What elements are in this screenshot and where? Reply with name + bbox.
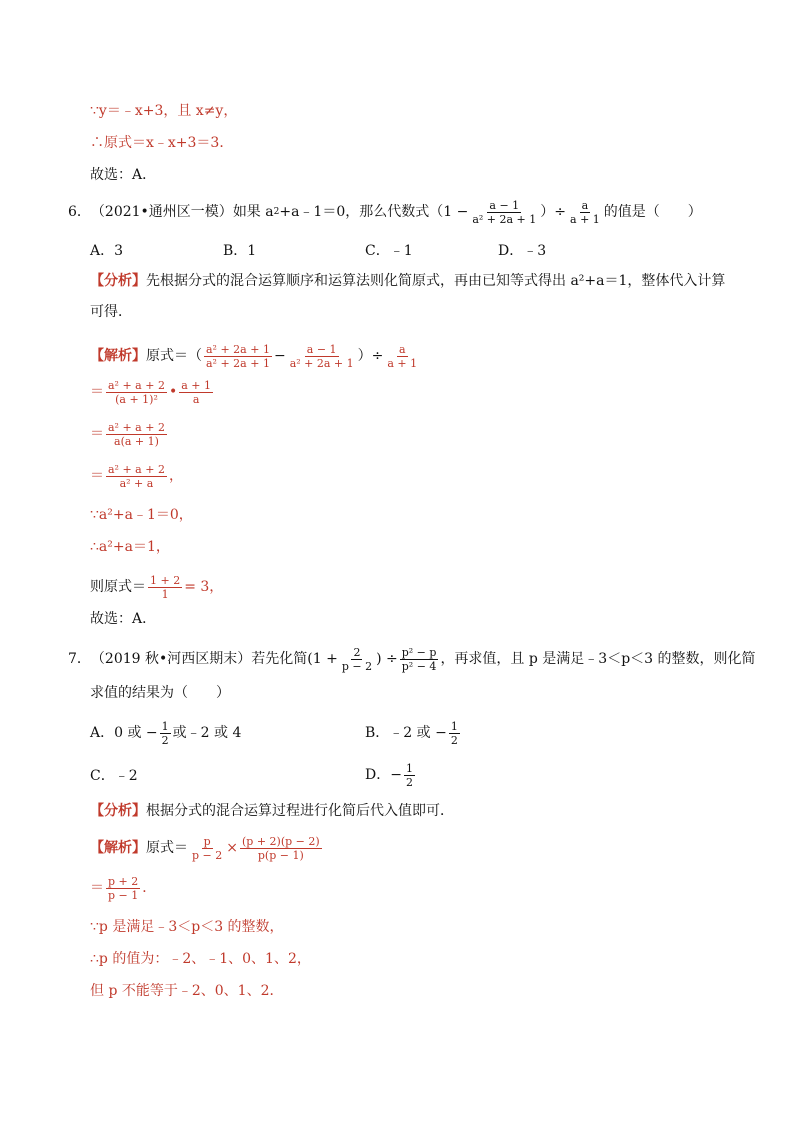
q6-answer: 故选：A． xyxy=(90,611,157,627)
q6-option-a[interactable]: A．3 xyxy=(90,243,124,259)
prev-answer: 故选：A． xyxy=(90,167,157,183)
q6-then-line: 则原式＝ $\frac{1 + 2}{1}$ = 3， xyxy=(90,573,224,601)
q7-stem: 7． （2019 秋•河西区期末） 若先化简(1 + $\frac{2}{p - 2}$ ) ÷ $\frac{\text{p² − p}}{\text{p² − 4}}$ ，再求值，且 p 是满足﹣3＜p＜3 的整数，则化简 xyxy=(68,645,756,673)
q6-analysis-tag: 【分析】 xyxy=(90,273,146,289)
q6-analysis xyxy=(90,271,725,291)
q6-option-c[interactable]: C．﹣1 xyxy=(365,243,413,259)
q6-solution-line-4: ＝ $\frac{\text{a² + a + 2}}{\text{a² + a}}$ ， xyxy=(90,462,183,490)
q6-solution-line-3: ＝ $\frac{\text{a² + a + 2}}{a(a + 1)}$ xyxy=(90,420,165,448)
q6-because: ∵a²+a﹣1＝0， xyxy=(90,507,193,523)
q6-stem-b: +a﹣1＝0，那么代数式（1 − xyxy=(279,204,469,220)
q7-option-b[interactable]: B．﹣2 或 − $\frac{1}{2}$ xyxy=(365,719,458,747)
q6-stem-c: ）÷ xyxy=(540,204,567,220)
q6-s1-frac-1: $\frac{\text{a² + 2a + 1}}{\text{a² + 2a + 1}}$ xyxy=(206,342,270,370)
q6-analysis-text-2: 可得． xyxy=(90,304,132,320)
q7-stem-line-2: 求值的结果为（ ） xyxy=(90,685,230,701)
q6-stem: 6． （2021•通州区一模） 如果 a 2 +a﹣1＝0，那么代数式（1 − $\frac{a - 1}{\text{a² + 2a + 1}}$ ）÷ $\frac{a}{a + 1}$ 的值是（ ） xyxy=(68,198,702,226)
q6-s1-frac-3: $\frac{a}{a + 1}$ xyxy=(387,342,418,370)
q7-analysis: 【分析】根据分式的混合运算过程进行化简后代入值即可． xyxy=(90,803,454,819)
q7-source: （2019 秋•河西区期末） xyxy=(90,651,252,667)
q6-s2-frac-1: $\frac{\text{a² + a + 2}}{\text{(a + 1)²}}$ xyxy=(108,378,165,406)
q6-then-frac: $\frac{1 + 2}{1}$ xyxy=(150,573,181,601)
prev-line-1: ∵y＝﹣x+3，且 x≠y， xyxy=(90,103,238,119)
q6-option-d[interactable]: D．﹣3 xyxy=(498,243,547,259)
q6-number: 6． xyxy=(68,204,91,220)
q6-source: （2021•通州区一模） xyxy=(90,204,233,220)
q6-s1-frac-2: $\frac{a - 1}{\text{a² + 2a + 1}}$ xyxy=(289,342,354,370)
q6-analysis-text-1: 先根据分式的混合运算顺序和运算法则化简原式，再由已知等式得出 a²+a＝1，整体代入计算 xyxy=(146,273,726,289)
q7-because: ∵p 是满足﹣3＜p＜3 的整数， xyxy=(90,919,284,935)
q6-solution-tag: 【解析】 xyxy=(90,348,146,364)
q6-s4-frac: $\frac{\text{a² + a + 2}}{\text{a² + a}}$ xyxy=(108,462,165,490)
q7-option-d[interactable]: D．− $\frac{1}{2}$ xyxy=(365,761,413,789)
q7-s1-frac-2: $\frac{(p + 2)(p - 2)}{p(p - 1)}$ xyxy=(241,834,320,862)
q7-s1-frac-1: $\frac{p}{p - 2}$ xyxy=(192,834,223,862)
q7-solution-line-1: 【解析】 原式＝ $\frac{p}{p - 2}$ × $\frac{(p + 2)(p - 2)}{p(p - 1)}$ xyxy=(90,834,320,862)
q7-s2-frac: $\frac{p + 2}{p - 1}$ xyxy=(108,874,139,902)
q6-frac-1: $\frac{a - 1}{\text{a² + 2a + 1}}$ xyxy=(472,198,537,226)
q6-solution-line-1: 【解析】 原式＝（ $\frac{\text{a² + 2a + 1}}{\text{a² + 2a + 1}}$ − $\frac{a - 1}{\text{a² + 2a + 1}}$ ）÷ $\frac{a}{a + 1}$ xyxy=(90,342,418,370)
q6-stem-d: 的值是（ ） xyxy=(603,204,702,220)
q6-therefore: ∴a²+a＝1， xyxy=(90,539,170,555)
q7-frac-1: $\frac{2}{p - 2}$ xyxy=(341,645,373,673)
q7-solution-line-2: ＝ $\frac{p + 2}{p - 1}$ ． xyxy=(90,874,157,902)
prev-line-2: ∴原式＝x﹣x+3＝3． xyxy=(90,135,234,151)
q6-frac-2: $\frac{a}{a + 1}$ xyxy=(570,198,600,226)
q7-but: 但 p 不能等于﹣2、0、1、2． xyxy=(90,983,284,999)
q6-stem-a: 如果 a xyxy=(232,204,274,220)
q7-therefore: ∴p 的值为：﹣2、﹣1、0、1、2， xyxy=(90,951,311,967)
q6-option-b[interactable]: B．1 xyxy=(223,243,257,259)
q7-number: 7． xyxy=(68,651,91,667)
q7-option-c[interactable]: C．﹣2 xyxy=(90,768,138,784)
q6-solution-line-2: ＝ $\frac{\text{a² + a + 2}}{\text{(a + 1)²}}$ • $\frac{a + 1}{a}$ xyxy=(90,378,211,406)
q6-s3-frac: $\frac{\text{a² + a + 2}}{a(a + 1)}$ xyxy=(108,420,165,448)
q6-s2-frac-2: $\frac{a + 1}{a}$ xyxy=(181,378,211,406)
q7-option-a[interactable]: A．0 或 − $\frac{1}{2}$ 或﹣2 或 4 xyxy=(90,719,242,747)
q7-frac-2: $\frac{\text{p² − p}}{\text{p² − 4}}$ xyxy=(401,645,437,673)
